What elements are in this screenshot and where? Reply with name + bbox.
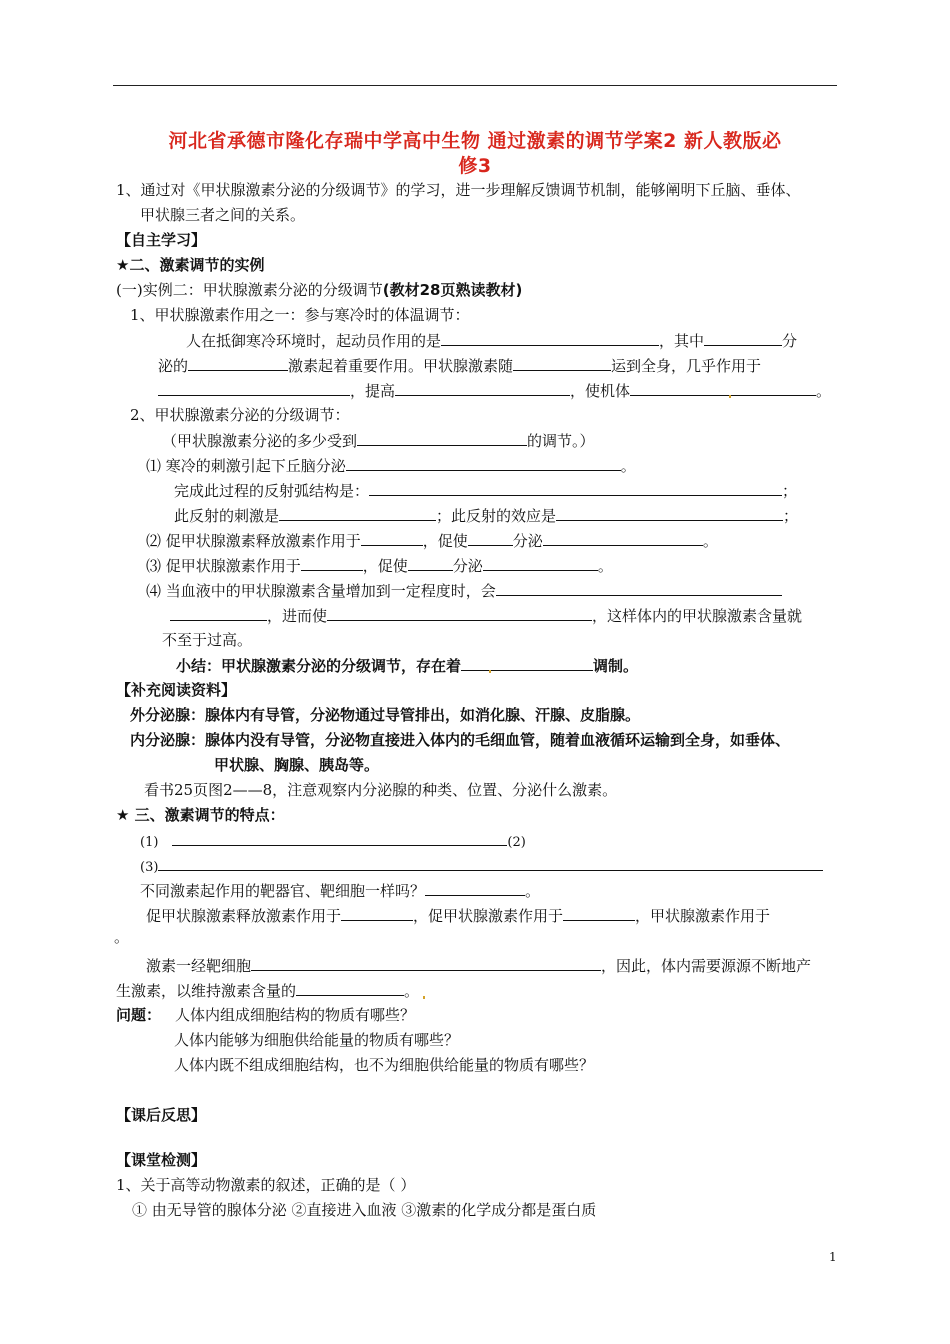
question-text: 人体内组成细胞结构的物质有哪些？: [175, 1006, 416, 1024]
section2-heading: ★二、激素调节的实例: [116, 256, 265, 274]
step4-line2: [170, 605, 802, 626]
paragraph1-line1: [186, 330, 797, 351]
document-title-line1: 河北省承德市隆化存瑞中学高中生物 通过激素的调节学案2 新人教版必: [168, 130, 782, 152]
text: ，其中: [659, 332, 705, 350]
step2: [146, 530, 718, 551]
text: （甲状腺激素分泌的多少受到: [162, 432, 358, 450]
text: 。: [525, 882, 541, 900]
blank[interactable]: [425, 880, 525, 896]
text: 完成此过程的反射弧结构是：: [174, 482, 370, 500]
blank[interactable]: [251, 955, 601, 971]
blank[interactable]: [172, 830, 507, 846]
text: ，这样体内的甲状腺激素含量就: [592, 607, 803, 625]
text: ⑷ 当血液中的甲状腺激素含量增加到一定程度时，会: [146, 582, 496, 600]
text: (1): [140, 835, 159, 850]
target-answer-end: 。: [114, 928, 130, 946]
text: 分泌: [452, 557, 483, 575]
item2-note: [162, 430, 595, 451]
text: 分: [782, 332, 798, 350]
blank[interactable]: [408, 555, 453, 571]
target-question: [140, 880, 540, 901]
blank[interactable]: [704, 330, 782, 346]
item2: 2、甲状腺激素分泌的分级调节：: [130, 406, 350, 424]
endocrine-gland-line1: 内分泌腺：腺体内没有导管，分泌物直接进入体内的毛细血管，随着血液循环运输到全身，如垂体、: [130, 731, 791, 749]
text: ⑶ 促甲状腺激素作用于: [146, 557, 301, 575]
blank[interactable]: [170, 605, 267, 621]
text: 小结：甲状腺激素分泌的分级调节，存在着: [176, 657, 462, 675]
text: ，使机体: [570, 382, 631, 400]
step1: [146, 455, 636, 476]
blank[interactable]: [496, 580, 782, 596]
text: ，促使: [362, 557, 408, 575]
check-options: ① 由无导管的腺体分泌 ②直接进入血液 ③激素的化学成分都是蛋白质: [132, 1201, 597, 1219]
text: 调制。: [593, 657, 639, 675]
questions-label: 问题：: [116, 1006, 162, 1024]
blank[interactable]: [556, 505, 783, 521]
text: (3): [140, 860, 159, 875]
hormone-inactivation-line1: [146, 955, 811, 976]
text: 。: [404, 982, 420, 1000]
text: 激素起着重要作用。甲状腺激素随: [288, 357, 514, 375]
hormone-inactivation-line2: [116, 980, 425, 1001]
blank[interactable]: [357, 430, 527, 446]
check-question-1: 1、关于高等动物激素的叙述，正确的是（ ）: [116, 1176, 416, 1194]
paragraph1-line3: [158, 380, 831, 401]
step4: [146, 580, 782, 601]
text: 生激素，以维持激素含量的: [116, 982, 297, 1000]
blank[interactable]: [441, 330, 659, 346]
text: ；: [783, 507, 799, 525]
step4-line3: 不至于过高。: [162, 631, 253, 649]
text: 。: [597, 557, 613, 575]
header-rule: [113, 85, 837, 86]
text: ，进而使: [267, 607, 328, 625]
blank[interactable]: [361, 530, 423, 546]
blank[interactable]: [346, 455, 621, 471]
example2-title: (一)实例二：甲状腺激素分泌的分级调节: [116, 281, 383, 299]
text: 不同激素起作用的靶器官、靶细胞一样吗？: [140, 882, 426, 900]
blank[interactable]: [301, 555, 363, 571]
step3: [146, 555, 613, 576]
text: ，因此，体内需要源源不断地产: [601, 957, 812, 975]
blank[interactable]: [369, 480, 782, 496]
feature-3: [140, 855, 823, 878]
blank[interactable]: [158, 855, 823, 871]
text: ⑴ 寒冷的刺激引起下丘脑分泌: [146, 457, 346, 475]
blank[interactable]: [188, 355, 288, 371]
question-3: 人体内既不组成细胞结构，也不为细胞供给能量的物质有哪些？: [174, 1056, 595, 1074]
text: 人在抵御寒冷环境时，起动员作用的是: [186, 332, 442, 350]
text: 。: [702, 532, 718, 550]
blank[interactable]: [395, 380, 570, 396]
text: ，促甲状腺激素作用于: [413, 907, 564, 925]
text: ，提高: [350, 382, 396, 400]
feature-1-2: [140, 830, 526, 853]
text: 泌的: [158, 357, 189, 375]
text: 。: [816, 382, 832, 400]
self-study-heading: 【自主学习】: [116, 231, 207, 249]
blank[interactable]: [483, 555, 598, 571]
text: (2): [507, 835, 526, 850]
step1-stimulus: [174, 505, 798, 526]
reading-note: 看书25页图2——8，注意观察内分泌腺的种类、位置、分泌什么激素。: [144, 781, 618, 799]
blank[interactable]: [461, 655, 593, 671]
summary: [176, 655, 638, 676]
text: ；此反射的效应是: [436, 507, 557, 525]
text: ⑵ 促甲状腺激素释放激素作用于: [146, 532, 361, 550]
features-heading: ★ 三、激素调节的特点：: [116, 806, 285, 824]
blank[interactable]: [543, 530, 703, 546]
blank[interactable]: [513, 355, 611, 371]
step1-reflex-arc: [174, 480, 797, 501]
blank[interactable]: [327, 605, 592, 621]
mark: [423, 996, 425, 999]
endocrine-gland-line2: 甲状腺、胸腺、胰岛等。: [214, 756, 380, 774]
blank[interactable]: [296, 980, 404, 996]
objective-line1: 1、通过对《甲状腺激素分泌的分级调节》的学习，进一步理解反馈调节机制，能够阐明下丘脑、垂体、: [116, 181, 801, 199]
text: 。: [620, 457, 636, 475]
item1: 1、甲状腺激素作用之一：参与寒冷时的体温调节：: [130, 306, 470, 324]
text: 运到全身，几乎作用于: [611, 357, 762, 375]
document-title-line2: 修3: [458, 155, 492, 177]
exocrine-gland: 外分泌腺：腺体内有导管，分泌物通过导管排出，如消化腺、汗腺、皮脂腺。: [130, 706, 641, 724]
text: 促甲状腺激素释放激素作用于: [146, 907, 342, 925]
example2-heading: [116, 280, 522, 300]
text: 分泌: [512, 532, 543, 550]
text: 激素一经靶细胞: [146, 957, 252, 975]
blank[interactable]: [630, 380, 816, 396]
text: ，甲状腺激素作用于: [635, 907, 771, 925]
text: ；: [782, 482, 798, 500]
reading-heading: 【补充阅读资料】: [116, 681, 237, 699]
mark: [489, 670, 491, 673]
question-2: 人体内能够为细胞供给能量的物质有哪些？: [174, 1031, 460, 1049]
blank[interactable]: [279, 505, 436, 521]
example2-note: (教材28页熟读教材): [382, 281, 523, 299]
text: ，促使: [422, 532, 468, 550]
text: 此反射的刺激是: [174, 507, 280, 525]
text: 的调节。）: [527, 432, 595, 450]
reflection-heading: 【课后反思】: [116, 1106, 207, 1124]
blank[interactable]: [341, 905, 413, 921]
target-answer: [146, 905, 770, 926]
blank[interactable]: [158, 380, 350, 396]
paragraph1-line2: [158, 355, 761, 376]
check-heading: 【课堂检测】: [116, 1151, 207, 1169]
blank[interactable]: [468, 530, 513, 546]
blank[interactable]: [563, 905, 635, 921]
question-1: [116, 1005, 415, 1025]
page-number: 1: [829, 1250, 837, 1264]
objective-line2: 甲状腺三者之间的关系。: [140, 206, 306, 224]
mark: [729, 395, 731, 398]
